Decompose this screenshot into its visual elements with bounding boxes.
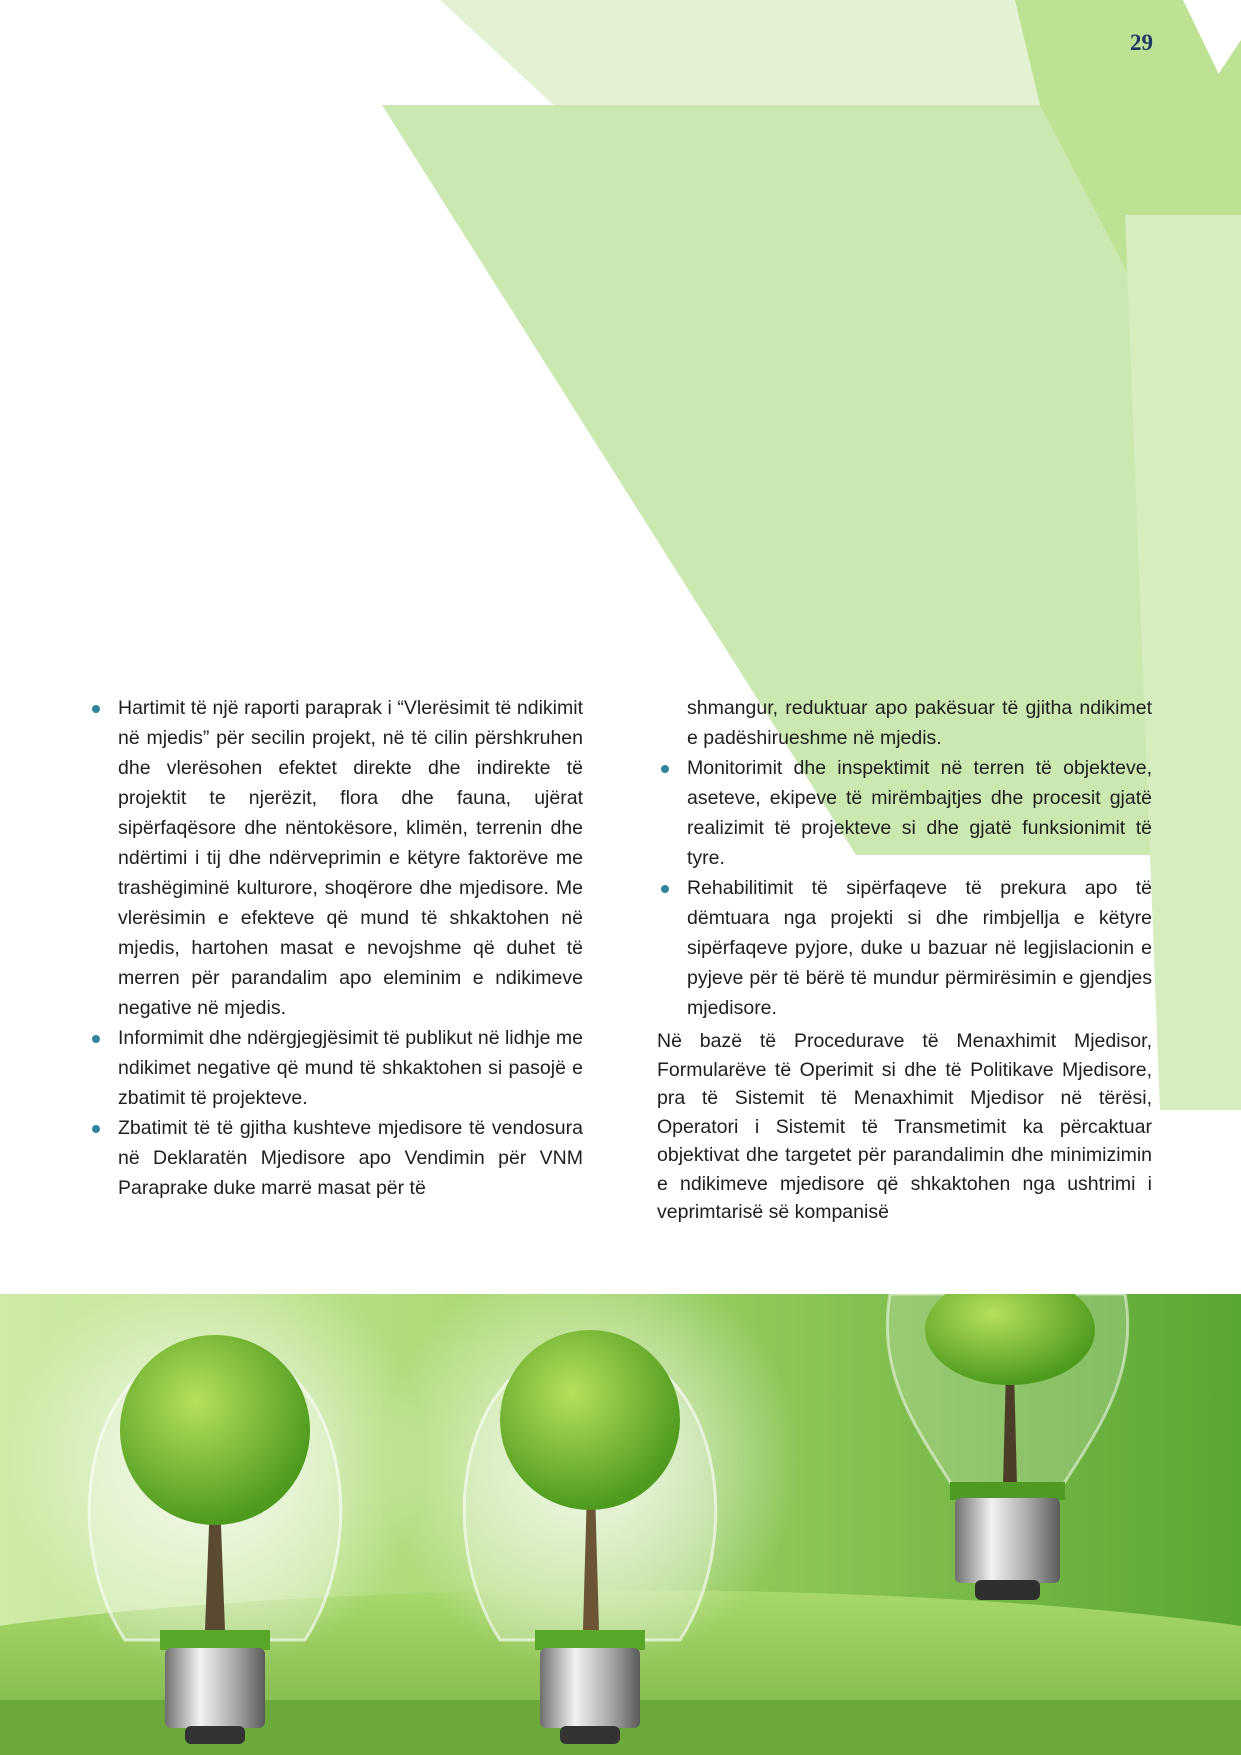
list-item: Hartimit të një raporti paraprak i “Vlerësimit të ndikimit në mjedis” për secilin projekt, në të cilin përshkruhen dhe vlerësohen efektet direkte dhe indirekte të projektit te njerëzit, flora dhe fauna, ujërat sipërfaqësore dhe nëntokësore, klimën, terrenin dhe ndërtimi i tij dhe ndërveprimin e këtyre faktorëve me trashëgiminë kulturore, shoqërore dhe mjedisore. Me vlerësimin e efekteve që mund të shkaktohen në mjedis, hartohen masat e nevojshme që duhet të merren për parandalim apo eleminim e ndikimeve negative në mjedis. <box>88 693 583 1023</box>
list-item: Rehabilitimit të sipërfaqeve të prekura apo të dëmtuara nga projekti si dhe rimbjellja e këtyre sipërfaqeve pyjore, duke u bazuar në legjislacionin e pyjeve për të bërë të mundur përmirësimin e gjendjes mjedisore. <box>657 873 1152 1023</box>
right-column <box>657 693 1152 1227</box>
list-item: Zbatimit të të gjitha kushteve mjedisore të vendosura në Deklaratën Mjedisore apo Vendimin për VNM Paraprake duke marrë masat për të <box>88 1113 583 1203</box>
body-paragraph: Në bazë të Procedurave të Menaxhimit Mjedisor, Formularëve të Operimit si dhe të Politikave Mjedisore, pra të Sistemit të Menaxhimit Mjedisor në tërësi, Operatori i Sistemit të Transmetimit ka përcaktuar objektivat dhe targetet për parandalimin dhe minimizimin e ndikimeve mjedisore që shkaktohen nga ushtrimi i veprimtarisë së kompanisë <box>657 1030 1152 1223</box>
bullet-list <box>88 693 583 1203</box>
list-item: Informimit dhe ndërgjegjësimit të publikut në lidhje me ndikimet negative që mund të shkaktohen si pasojë e zbatimit të projekteve. <box>88 1023 583 1113</box>
bullet-list <box>657 753 1152 1023</box>
page-number: 29 <box>1130 30 1153 55</box>
list-item-continuation: shmangur, reduktuar apo pakësuar të gjitha ndikimet e padëshirueshme në mjedis. <box>687 697 1152 749</box>
left-column <box>88 693 583 1203</box>
lightbulb-trees-banner <box>0 1250 1241 1755</box>
list-item: Monitorimit dhe inspektimit në terren të objekteve, aseteve, ekipeve të mirëmbajtjes dhe procesit gjatë realizimit të projekteve si dhe gjatë funksionimit të tyre. <box>657 753 1152 873</box>
